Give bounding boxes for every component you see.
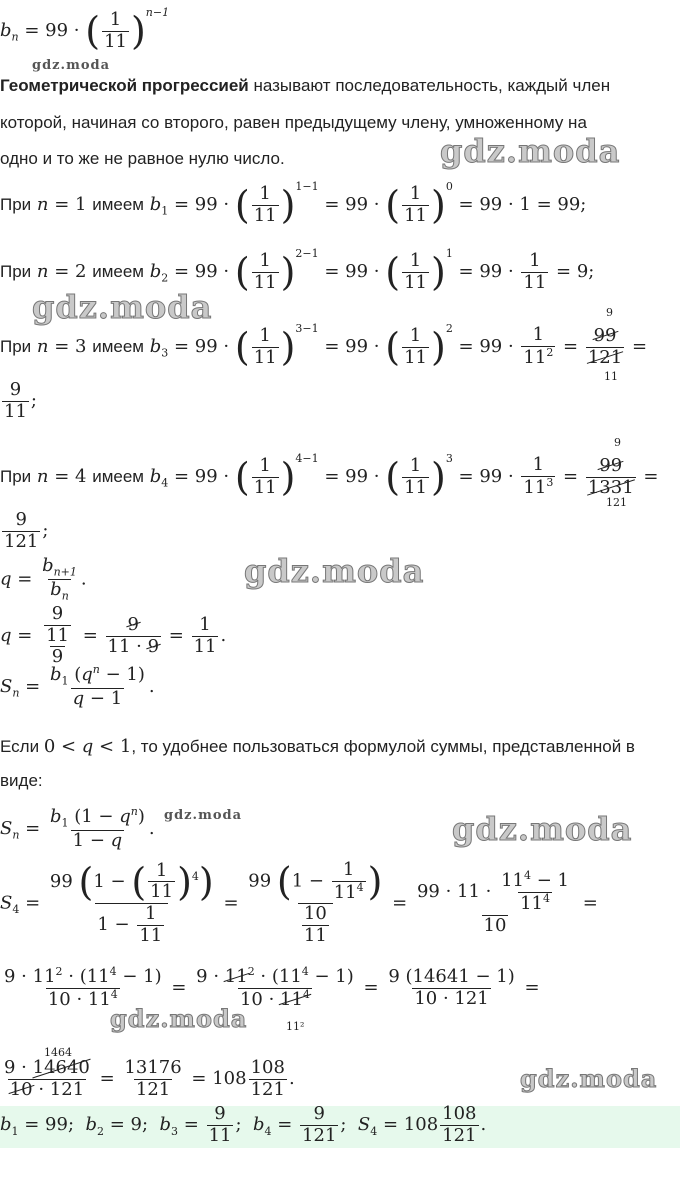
watermark: gdz.moda xyxy=(244,552,425,590)
case-n1: При n = 1 имеем $b_1 = 99$ · ( $\frac{1}{11}$ )$^{1-1}$ = 99 · ( $\frac{1}{11}$ )$^0$ = 99 · 1 = 99; xyxy=(0,180,587,227)
sn-alt-formula: $S_n$ = $\frac{b_1 (1 - q^n)}{1 - q}$ . xyxy=(0,805,155,852)
reduced-9: 9 xyxy=(606,306,613,319)
definition-line-2: которой, начиная со второго, равен предыдущему члену, умноженному на xyxy=(0,113,587,132)
definition-rest: называют последовательность, каждый член xyxy=(248,76,611,95)
sn-formula: $S_n$ = $\frac{b_1 (q^n - 1)}{q - 1}$ . xyxy=(0,663,155,710)
reduced-11-squared: 11² xyxy=(286,1020,305,1033)
definition-line-3: одно и то же не равное нулю число. xyxy=(0,149,285,168)
q-definition: q = $\frac{b_{n+1}}{b_n}$ . xyxy=(0,555,87,603)
answer-line: $b_1 = 99$; $b_2 = 9$; $b_3$ = $\frac{9}{11}$ ; $b_4$ = $\frac{9}{121}$ ; $S_4 = 108$ $\frac{108}{121}$ . xyxy=(0,1103,487,1146)
q-value: q = $\frac{\frac{9}{11}}{9}$ = $\frac{9}{11 \cdot 9}$ = $\frac{1}{11}$ . xyxy=(0,603,227,668)
case-n3: При n = 3 имеем $b_3 = 99$ · ( $\frac{1}{11}$ )$^{3-1}$ = 99 · ( $\frac{1}{11}$ )$^2$ = 99 · $\frac{1}{11^2}$ = $\frac{99}{121}$ = xyxy=(0,322,648,369)
if-line-2: виде: xyxy=(0,771,43,790)
s4-step-2: $\frac{9 \cdot 11^2 \cdot (11^4 - 1)}{10 \cdot 11^4}$ = $\frac{9 \cdot 11^2 \cdot (11^4 - 1)}{10 \cdot 11^4}$ = $\frac{9 (14641 - 1)}{10 \cdot 121}$ = xyxy=(4,965,540,1010)
s4-step-3: $\frac{9 \cdot 14640}{10 \cdot 121}$ = $\frac{13176}{121}$ = 108 $\frac{108}{121}$ . xyxy=(4,1057,295,1100)
bn-formula: $b_n = 99$ · ( $\frac{1}{11}$ )$^{n-1}$ xyxy=(0,6,170,53)
watermark: gdz.moda xyxy=(32,288,213,326)
reduced-11: 11 xyxy=(604,370,618,383)
b3-result: $\frac{9}{11}$ ; xyxy=(4,379,37,422)
watermark: gdz.moda xyxy=(452,810,633,848)
reduced-9: 9 xyxy=(614,436,621,449)
watermark-small: gdz.moda xyxy=(164,808,243,823)
reduced-121: 121 xyxy=(606,496,627,509)
case-n4: При n = 4 имеем $b_4 = 99$ · ( $\frac{1}{11}$ )$^{4-1}$ = 99 · ( $\frac{1}{11}$ )$^3$ = 99 · $\frac{1}{11^3}$ = $\frac{99}{1331}$ = xyxy=(0,452,659,499)
watermark: gdz.moda xyxy=(440,132,621,170)
reduced-1464: 1464 xyxy=(44,1046,72,1059)
watermark: gdz.moda xyxy=(520,1064,658,1093)
watermark-small: gdz.moda xyxy=(32,58,111,73)
watermark: gdz.moda xyxy=(110,1004,248,1033)
if-line: Если 0 < q < 1, то удобнее пользоваться формулой суммы, представленной в xyxy=(0,736,635,757)
definition-line-1 xyxy=(0,76,610,96)
definition-term: Геометрической прогрессией xyxy=(0,76,249,95)
s4-computation: $S_4$ = 99 (1 − ( $\frac{1}{11}$ )$^4$) 1 − $\frac{1}{11}$ = 99 (1 − $\frac{1}{11^4}$ ) $\frac{10}{11}$ = 99 · 11 · $\frac{11^4 - 1}{11^4}$ 10 = xyxy=(0,859,598,947)
case-n2: При n = 2 имеем $b_2 = 99$ · ( $\frac{1}{11}$ )$^{2-1}$ = 99 · ( $\frac{1}{11}$ )$^1$ = 99 · $\frac{1}{11}$ = 9; xyxy=(0,247,595,294)
b4-result: $\frac{9}{121}$ ; xyxy=(4,509,49,552)
